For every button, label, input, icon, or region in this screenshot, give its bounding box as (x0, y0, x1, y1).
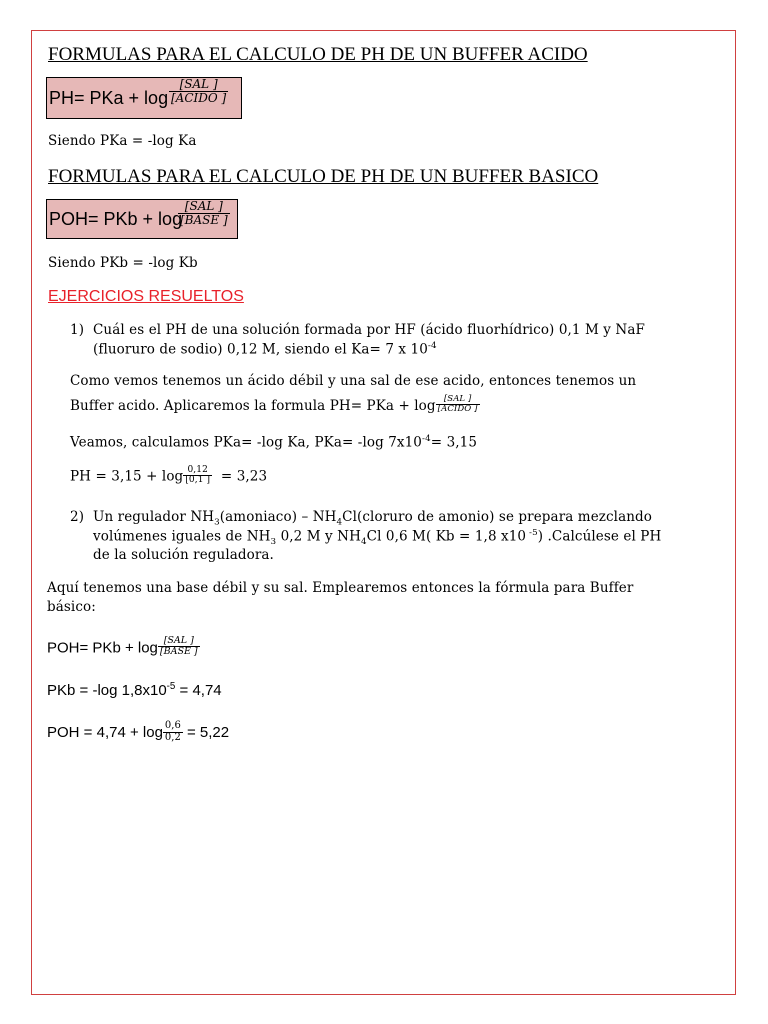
ex2-line1 (93, 509, 652, 528)
ex1-line2-exponent: -4 (427, 341, 437, 351)
ex1-line1: Cuál es el PH de una solución formada por HF (ácido fluorhídrico) 0,1 M y NaF (93, 322, 645, 338)
ex2-line2-b: 0,2 M y NH (276, 528, 361, 545)
ex2-line1-sub1: 3 (214, 517, 220, 528)
formula-acid-numerator: [SAL ] (179, 77, 218, 91)
ex2-poh-value-numerator: 0,6 (164, 720, 181, 731)
formula-acid-denominator: [ACIDO ] (171, 90, 227, 105)
formula-base-lhs: POH= PKb + log (49, 209, 183, 229)
ex2-line1-b: (amoniaco) – NH (219, 509, 337, 525)
ex1-ph-text: PH = 3,15 + log (70, 468, 184, 485)
ex1-ph-result: = 3,23 (220, 468, 268, 485)
ex1-para-numerator: [SAL ] (443, 394, 472, 404)
ex2-poh-value-fraction (163, 721, 183, 743)
ex2-line2-sub2: 4 (360, 537, 367, 548)
ex2-line2 (93, 528, 661, 547)
ex2-poh-lhs: POH= PKb + log (47, 639, 158, 657)
ex2-pkb (47, 681, 222, 699)
ex2-pkb-text: PKb = -log 1,8x10 (47, 682, 167, 699)
section-title: EJERCICIOS RESUELTOS (48, 288, 244, 305)
formula-acid-box (46, 77, 242, 119)
ex2-line3: de la solución reguladora. (93, 547, 274, 563)
ex2-line2-c: Cl 0,6 M( Kb = 1,8 x10 (366, 528, 527, 545)
ex1-calc (70, 434, 477, 451)
ex2-poh-value-denominator: 0,2 (164, 731, 181, 743)
ex1-calc-text: Veamos, calculamos PKa= -log Ka, PKa= -log 7x10 (70, 434, 423, 451)
ex2-poh-value-result: = 5,22 (182, 723, 230, 741)
ex2-poh-value (47, 722, 229, 744)
ex1-para-line2-text: Buffer acido. Aplicaremos la formula PH= PKa + log (70, 397, 436, 414)
ex1-calc-result: = 3,15 (430, 434, 478, 451)
heading-base-buffer: FORMULAS PARA EL CALCULO DE PH DE UN BUFFER BASICO (48, 166, 599, 187)
ex1-ph-denominator: [0,1 ] (185, 475, 211, 486)
ex1-para-line2 (70, 394, 480, 416)
ex1-para-denominator: [ACIDO ] (437, 403, 478, 414)
ex1-ph (70, 467, 267, 487)
note-pka: Siendo PKa = -log Ka (48, 133, 197, 149)
ex2-pkb-exponent: -5 (166, 681, 176, 692)
ex1-number: 1) (70, 322, 85, 338)
ex2-poh-value-text: POH = 4,74 + log (47, 723, 163, 741)
ex2-poh-numerator: [SAL ] (163, 635, 194, 646)
ex2-line1-sub2: 4 (336, 517, 343, 528)
ex1-line2-text: (fluoruro de sodio) 0,12 M, siendo el Ka= 7 x 10 (93, 341, 428, 358)
ex2-line2-d: ) .Calcúlese el PH (537, 528, 662, 545)
ex1-line2 (93, 341, 437, 358)
ex2-line1-a: Un regulador NH (93, 509, 215, 525)
ex2-line2-sub: 3 (270, 537, 277, 548)
note-pkb: Siendo PKb = -log Kb (48, 255, 198, 271)
ex2-poh-denominator: [BASE ] (159, 645, 198, 657)
ex2-line2-exponent: -5 (526, 528, 538, 538)
ex2-line2-a: volúmenes iguales de NH (93, 528, 271, 545)
ex1-para-fraction (436, 395, 480, 414)
formula-acid-fraction (169, 78, 228, 104)
ex1-para-line1: Como vemos tenemos un ácido débil y una sal de ese acido, entonces tenemos un (70, 373, 637, 389)
ex2-para-line2: básico: (47, 599, 96, 615)
heading-acid-buffer: FORMULAS PARA EL CALCULO DE PH DE UN BUFFER ACIDO (48, 44, 588, 65)
ex1-ph-numerator: 0,12 (187, 465, 208, 475)
ex2-para-line1: Aquí tenemos una base débil y su sal. Emplearemos entonces la fórmula para Buffer (47, 580, 634, 596)
formula-base-fraction (178, 200, 230, 226)
formula-base-numerator: [SAL ] (184, 199, 223, 213)
ex1-calc-exponent: -4 (422, 434, 431, 444)
ex2-pkb-result: = 4,74 (175, 682, 222, 699)
ex2-poh-fraction (158, 636, 200, 657)
formula-acid-lhs: PH= PKa + log (49, 88, 169, 108)
ex2-number: 2) (70, 509, 85, 525)
formula-base-box (46, 199, 238, 239)
formula-base-denominator: [BASE ] (180, 212, 228, 227)
ex2-poh-formula (47, 635, 200, 659)
ex2-line1-c: Cl(cloruro de amonio) se prepara mezclando (342, 509, 652, 525)
ex1-ph-fraction (183, 466, 212, 486)
